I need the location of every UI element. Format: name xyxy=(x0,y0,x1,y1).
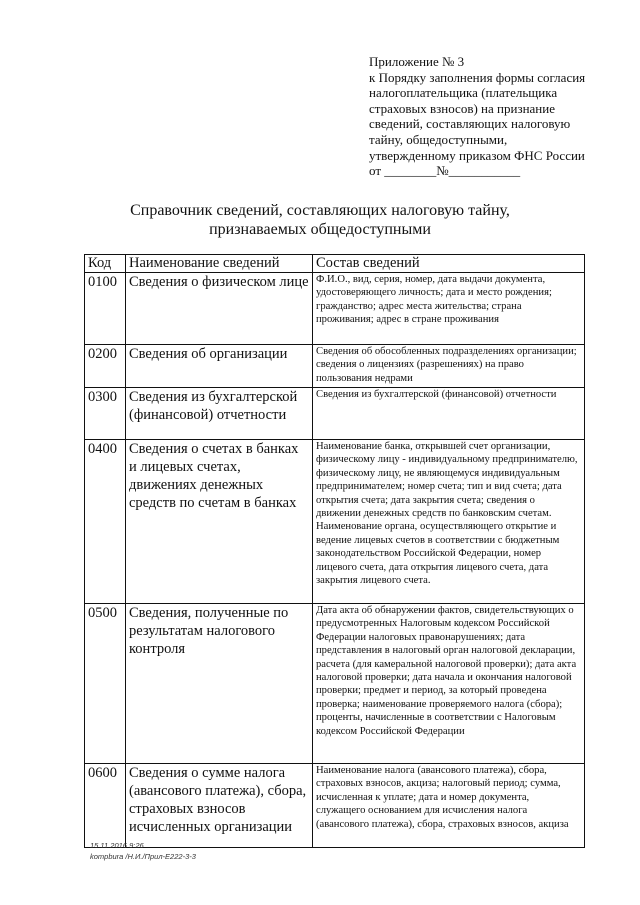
table-row xyxy=(85,273,585,345)
table-row xyxy=(85,345,585,388)
appendix-line: сведений, составляющих налоговую xyxy=(369,116,571,132)
table-row xyxy=(85,764,585,848)
header-name: Наименование сведений xyxy=(126,255,313,273)
reference-table xyxy=(84,254,585,848)
table-row xyxy=(85,388,585,440)
table-row xyxy=(85,440,585,604)
appendix-line: к Порядку заполнения формы согласия xyxy=(369,69,586,85)
table-header-row xyxy=(85,255,585,273)
row-name: Сведения о сумме налога (авансового платежа), сбора, страховых взносов исчисленных организации xyxy=(126,764,313,848)
appendix-block xyxy=(369,54,629,179)
row-code: 0600 xyxy=(85,764,126,848)
row-name: Сведения о счетах в банках и лицевых счетах, движениях денежных средств по счетам в банках xyxy=(126,440,313,604)
row-content: Наименование банка, открывшей счет организации, физическому лицу - индивидуальному предпринимателю, физическому лицу, не являющемуся индивидуальным предпринимателем; номер счета; тип и вид счета; дата открытия счета; дата закрытия счета; сведения о движении денежных средств по банковским счетам. Наименование органа, осуществляющего открытие и ведение лицевых счетов в соответствии с бюджетным законодательством Российской Федерации, номер лицевого счета, дата открытия лицевого счета, дата закрытия лицевого счета. xyxy=(313,440,585,604)
header-content: Состав сведений xyxy=(313,255,585,273)
title-line-2: признаваемых общедоступными xyxy=(209,221,431,238)
row-code: 0500 xyxy=(85,604,126,764)
row-content: Дата акта об обнаружении фактов, свидетельствующих о предусмотренных Налоговым кодексом Российской Федерации налоговых правонарушениях; дата представления в налоговый орган налоговой декларации, расчета (для камеральной налоговой проверки); дата акта налоговой проверки; дата начала и окончания налоговой проверки; предмет и период, за который проведена проверка; наименование проверяемого налога (сбора); проценты, начисленные в соответствии с Налоговым кодексом Российской Федерации xyxy=(313,604,585,764)
row-content: Ф.И.О., вид, серия, номер, дата выдачи документа, удостоверяющего личность; дата и место рождения; гражданство; адрес места жительства; страна проживания; адрес в стране проживания xyxy=(313,273,585,345)
row-code: 0200 xyxy=(85,345,126,388)
title-line-1: Справочник сведений, составляющих налоговую тайну, xyxy=(130,202,510,219)
row-code: 0400 xyxy=(85,440,126,604)
row-code: 0300 xyxy=(85,388,126,440)
footer-timestamp: 15.11.2016 9:26 xyxy=(90,841,144,850)
appendix-line: страховых взносов) на признание xyxy=(369,100,555,116)
row-content: Сведения из бухгалтерской (финансовой) отчетности xyxy=(313,388,585,440)
header-code: Код xyxy=(85,255,126,273)
document-title xyxy=(0,201,640,239)
appendix-line: Приложение № 3 xyxy=(369,54,465,69)
row-content: Сведения об обособленных подразделениях организации; сведения о лицензиях (разрешениях) на право пользования недрами xyxy=(313,345,585,388)
appendix-line: утвержденному приказом ФНС России xyxy=(369,147,585,163)
row-name: Сведения об организации xyxy=(126,345,313,388)
appendix-line: тайну, общедоступными, xyxy=(369,131,508,147)
row-code: 0100 xyxy=(85,273,126,345)
appendix-line: от ________№___________ xyxy=(369,163,521,179)
row-name: Сведения из бухгалтерской (финансовой) отчетности xyxy=(126,388,313,440)
print-footer xyxy=(90,840,196,862)
table-row xyxy=(85,604,585,764)
row-content: Наименование налога (авансового платежа), сбора, страховых взносов, акциза; налоговый период; сумма, исчисленная к уплате; дата и номер документа, служащего основанием для исчисления налога (авансового платежа), сбора, страховых взносов, акциза xyxy=(313,764,585,848)
row-name: Сведения, полученные по результатам налогового контроля xyxy=(126,604,313,764)
footer-file-path: kompbura /Н.И./Прил-E222-3-3 xyxy=(90,852,196,861)
appendix-line: налогоплательщика (плательщика xyxy=(369,85,558,101)
row-name: Сведения о физическом лице xyxy=(126,273,313,345)
